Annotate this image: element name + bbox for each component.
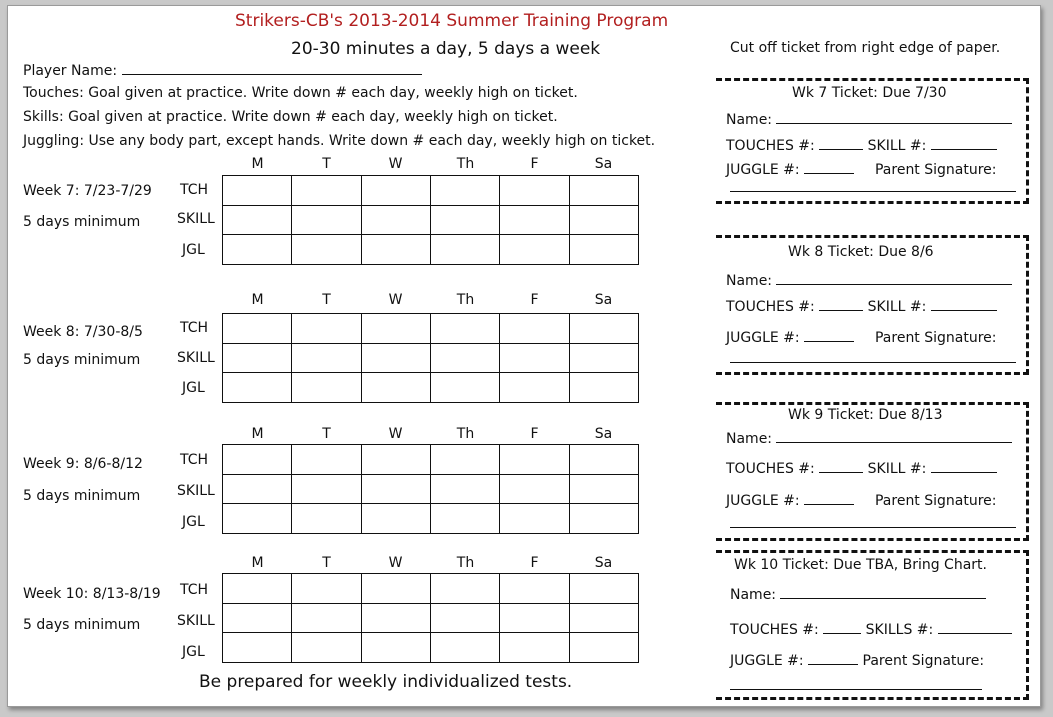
ticket-signature-blank[interactable] [730, 527, 1016, 528]
instruction-juggling: Juggling: Use any body part, except hands. Write down # each day, weekly high on ticket. [23, 133, 656, 149]
day-header: M [251, 426, 264, 442]
cutoff-note: Cut off ticket from right edge of paper. [730, 40, 1001, 56]
day-header: Th [456, 156, 475, 172]
day-header: T [322, 156, 331, 172]
grid-cell[interactable] [500, 343, 569, 373]
player-name-blank[interactable] [122, 60, 422, 75]
day-header: M [251, 156, 264, 172]
ticket-juggle-line [726, 490, 997, 509]
ticket-name-line [730, 584, 986, 603]
ticket-juggle-blank[interactable] [804, 490, 854, 505]
grid-cell[interactable] [430, 205, 499, 235]
grid-cell[interactable] [361, 235, 430, 265]
grid-cell[interactable] [361, 603, 430, 633]
day-header: M [251, 292, 264, 308]
day-header: W [388, 156, 403, 172]
ticket-juggle-blank[interactable] [808, 650, 858, 665]
ticket-touches-blank[interactable] [819, 296, 863, 311]
ticket-juggle-blank[interactable] [804, 159, 854, 174]
grid-cell[interactable] [500, 574, 569, 604]
day-header: F [530, 292, 539, 308]
grid-cell[interactable] [500, 235, 569, 265]
grid-cell[interactable] [361, 633, 430, 663]
ticket-name-blank[interactable] [780, 584, 986, 599]
player-name-label: Player Name: [23, 63, 118, 79]
day-header: F [530, 156, 539, 172]
grid-cell[interactable] [223, 343, 292, 373]
grid-cell[interactable] [430, 633, 499, 663]
ticket-juggle-line [730, 650, 984, 669]
grid-cell[interactable] [569, 205, 638, 235]
ticket-skill-blank[interactable] [931, 296, 997, 311]
week-label: Week 7: 7/23-7/29 [23, 183, 152, 199]
ticket-counts-line [726, 458, 997, 477]
grid-cell[interactable] [292, 445, 361, 475]
ticket-skill-label: SKILL #: [867, 299, 927, 315]
ticket-name-blank[interactable] [776, 270, 1012, 285]
grid-cell[interactable] [292, 314, 361, 344]
grid-cell[interactable] [361, 314, 430, 344]
row-label-jgl: JGL [182, 514, 205, 530]
ticket-parent-signature-label: Parent Signature: [874, 162, 997, 178]
grid-cell[interactable] [223, 633, 292, 663]
day-header: Th [456, 426, 475, 442]
ticket-name-label: Name: [726, 431, 773, 447]
ticket-counts-line [726, 135, 997, 154]
grid-cell[interactable] [430, 343, 499, 373]
grid-cell[interactable] [223, 205, 292, 235]
grid-cell[interactable] [292, 474, 361, 504]
grid-cell[interactable] [500, 504, 569, 534]
row-label-tch: TCH [180, 582, 209, 598]
day-header: W [388, 426, 403, 442]
grid-cell[interactable] [292, 574, 361, 604]
ticket-parent-signature-label: Parent Signature: [862, 653, 985, 669]
grid-cell[interactable] [361, 343, 430, 373]
grid-cell[interactable] [500, 603, 569, 633]
grid-cell[interactable] [223, 176, 292, 206]
instruction-touches: Touches: Goal given at practice. Write down # each day, weekly high on ticket. [23, 85, 578, 101]
player-name-line [23, 60, 422, 79]
day-header: Th [456, 555, 475, 571]
row-label-jgl: JGL [182, 242, 205, 258]
ticket-name-label: Name: [726, 112, 773, 128]
ticket-touches-label: TOUCHES #: [730, 622, 819, 638]
ticket-skill-label: SKILL #: [867, 461, 927, 477]
grid-cell[interactable] [569, 445, 638, 475]
grid-cell[interactable] [500, 314, 569, 344]
grid-cell[interactable] [430, 373, 499, 403]
day-header: Th [456, 292, 475, 308]
ticket-touches-blank[interactable] [823, 619, 861, 634]
row-label-jgl: JGL [182, 644, 205, 660]
ticket-title: Wk 8 Ticket: Due 8/6 [788, 244, 934, 260]
grid-cell[interactable] [223, 474, 292, 504]
day-header: F [530, 426, 539, 442]
grid-cell[interactable] [292, 504, 361, 534]
week-label: Week 10: 8/13-8/19 [23, 586, 161, 602]
row-label-jgl: JGL [182, 380, 205, 396]
grid-cell[interactable] [292, 205, 361, 235]
ticket-name-line [726, 428, 1012, 447]
day-header: T [322, 292, 331, 308]
row-label-skill: SKILL [177, 211, 215, 227]
training-sheet [7, 5, 1041, 707]
grid-cell[interactable] [292, 633, 361, 663]
row-label-skill: SKILL [177, 350, 215, 366]
grid-cell[interactable] [569, 633, 638, 663]
grid-cell[interactable] [223, 373, 292, 403]
grid-cell[interactable] [569, 176, 638, 206]
day-header: M [251, 555, 264, 571]
grid-cell[interactable] [500, 176, 569, 206]
grid-cell[interactable] [569, 235, 638, 265]
week-minimum: 5 days minimum [23, 214, 141, 230]
grid-cell[interactable] [500, 633, 569, 663]
grid-cell[interactable] [361, 373, 430, 403]
ticket-signature-blank[interactable] [730, 191, 1016, 192]
row-label-tch: TCH [180, 320, 209, 336]
grid-cell[interactable] [500, 205, 569, 235]
grid-cell[interactable] [430, 504, 499, 534]
row-label-skill: SKILL [177, 613, 215, 629]
instruction-skills: Skills: Goal given at practice. Write down # each day, weekly high on ticket. [23, 109, 558, 125]
page-title: Strikers-CB's 2013-2014 Summer Training Program [235, 11, 669, 31]
ticket-name-label: Name: [730, 587, 777, 603]
grid-cell[interactable] [569, 474, 638, 504]
grid-cell[interactable] [361, 504, 430, 534]
ticket-juggle-label: JUGGLE #: [726, 493, 800, 509]
grid-cell[interactable] [430, 176, 499, 206]
ticket-skill-label: SKILL #: [867, 138, 927, 154]
grid-cell[interactable] [223, 504, 292, 534]
ticket-touches-label: TOUCHES #: [726, 299, 815, 315]
grid-cell[interactable] [500, 474, 569, 504]
ticket-name-blank[interactable] [776, 428, 1012, 443]
ticket-parent-signature-label: Parent Signature: [874, 493, 997, 509]
grid-cell[interactable] [223, 235, 292, 265]
ticket-name-line [726, 109, 1012, 128]
ticket-week-7[interactable] [716, 78, 1029, 204]
ticket-skill-label: SKILLS #: [865, 622, 934, 638]
ticket-touches-blank[interactable] [819, 135, 863, 150]
ticket-juggle-label: JUGGLE #: [730, 653, 804, 669]
grid-cell[interactable] [569, 373, 638, 403]
ticket-title: Wk 7 Ticket: Due 7/30 [792, 85, 947, 101]
ticket-name-line [726, 270, 1012, 289]
day-header: F [530, 555, 539, 571]
grid-cell[interactable] [223, 445, 292, 475]
day-header: Sa [594, 426, 613, 442]
grid-cell[interactable] [361, 474, 430, 504]
week-minimum: 5 days minimum [23, 352, 141, 368]
ticket-name-blank[interactable] [776, 109, 1012, 124]
ticket-week-8[interactable] [716, 235, 1029, 375]
grid-cell[interactable] [430, 235, 499, 265]
week-minimum: 5 days minimum [23, 617, 141, 633]
ticket-juggle-label: JUGGLE #: [726, 330, 800, 346]
week-7-grid [222, 175, 639, 265]
ticket-counts-line [726, 296, 997, 315]
grid-cell[interactable] [292, 235, 361, 265]
ticket-counts-line [730, 619, 1012, 638]
ticket-title: Wk 9 Ticket: Due 8/13 [788, 407, 943, 423]
ticket-skill-blank[interactable] [931, 135, 997, 150]
ticket-skill-blank[interactable] [938, 619, 1012, 634]
ticket-name-label: Name: [726, 273, 773, 289]
grid-cell[interactable] [500, 445, 569, 475]
grid-cell[interactable] [361, 205, 430, 235]
grid-cell[interactable] [569, 314, 638, 344]
day-header: W [388, 555, 403, 571]
ticket-juggle-line [726, 159, 997, 178]
ticket-skill-blank[interactable] [931, 458, 997, 473]
ticket-signature-blank[interactable] [730, 362, 1016, 363]
day-header: Sa [594, 555, 613, 571]
grid-cell[interactable] [430, 603, 499, 633]
grid-cell[interactable] [569, 574, 638, 604]
day-header: W [388, 292, 403, 308]
row-label-tch: TCH [180, 452, 209, 468]
day-header: Sa [594, 156, 613, 172]
ticket-title: Wk 10 Ticket: Due TBA, Bring Chart. [734, 557, 987, 573]
ticket-touches-blank[interactable] [819, 458, 863, 473]
day-header: T [322, 555, 331, 571]
grid-cell[interactable] [569, 603, 638, 633]
grid-cell[interactable] [223, 574, 292, 604]
ticket-touches-label: TOUCHES #: [726, 138, 815, 154]
ticket-touches-label: TOUCHES #: [726, 461, 815, 477]
ticket-signature-blank[interactable] [730, 689, 982, 690]
grid-cell[interactable] [361, 176, 430, 206]
grid-cell[interactable] [569, 343, 638, 373]
week-label: Week 9: 8/6-8/12 [23, 456, 143, 472]
grid-cell[interactable] [500, 373, 569, 403]
ticket-week-9[interactable] [716, 402, 1029, 541]
grid-cell[interactable] [292, 373, 361, 403]
grid-cell[interactable] [223, 314, 292, 344]
grid-cell[interactable] [430, 574, 499, 604]
ticket-juggle-label: JUGGLE #: [726, 162, 800, 178]
grid-cell[interactable] [361, 445, 430, 475]
row-label-tch: TCH [180, 182, 209, 198]
ticket-juggle-blank[interactable] [804, 327, 854, 342]
week-10-grid [222, 573, 639, 663]
page-subtitle: 20-30 minutes a day, 5 days a week [291, 39, 601, 59]
grid-cell[interactable] [430, 474, 499, 504]
footer-note: Be prepared for weekly individualized tests. [199, 672, 573, 692]
week-9-grid [222, 444, 639, 534]
grid-cell[interactable] [430, 314, 499, 344]
grid-cell[interactable] [223, 603, 292, 633]
ticket-juggle-line [726, 327, 997, 346]
grid-cell[interactable] [292, 343, 361, 373]
week-8-grid [222, 313, 639, 403]
grid-cell[interactable] [569, 504, 638, 534]
week-minimum: 5 days minimum [23, 488, 141, 504]
grid-cell[interactable] [292, 176, 361, 206]
week-label: Week 8: 7/30-8/5 [23, 324, 143, 340]
grid-cell[interactable] [430, 445, 499, 475]
grid-cell[interactable] [361, 574, 430, 604]
ticket-parent-signature-label: Parent Signature: [874, 330, 997, 346]
ticket-week-10[interactable] [716, 550, 1029, 700]
row-label-skill: SKILL [177, 483, 215, 499]
day-header: Sa [594, 292, 613, 308]
day-header: T [322, 426, 331, 442]
grid-cell[interactable] [292, 603, 361, 633]
